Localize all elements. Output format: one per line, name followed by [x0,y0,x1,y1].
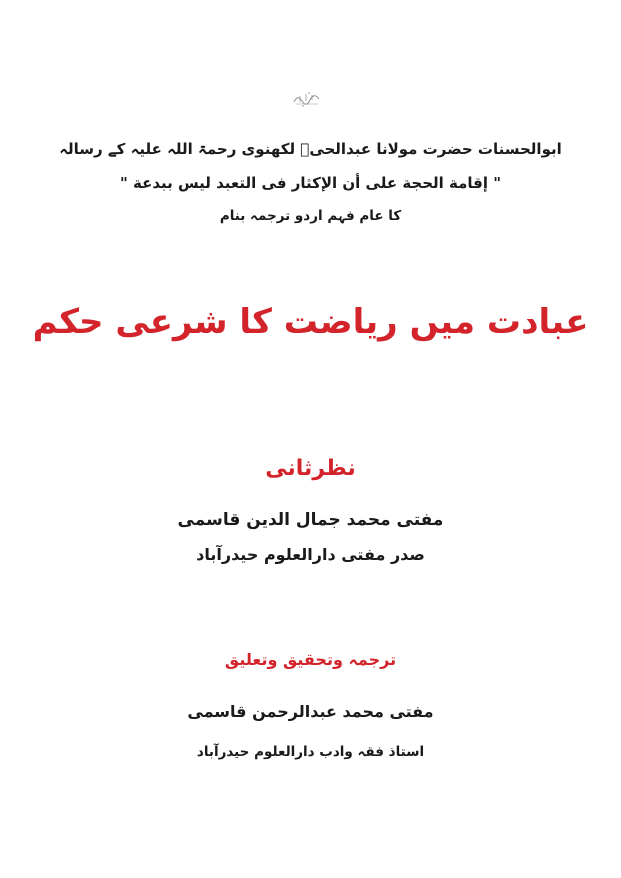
review-heading: نظرثانی [265,456,356,481]
translation-heading: ترجمہ وتحقیق وتعلیق [224,650,397,669]
reviewer-position: صدر مفتی دارالعلوم حیدرآباد [196,545,425,564]
book-title: عبادت میں ریاضت کا شرعی حکم [32,302,589,342]
source-treatise-intro: ابوالحسنات حضرت مولانا عبدالحیؒ لکھنوی رحمۃ اللہ علیہ کے رسالہ [59,140,562,158]
bismillah-calligraphy-icon [292,90,322,108]
translation-note: کا عام فہم اردو ترجمہ بنام [219,208,402,224]
translator-position: استاذ فقہ وادب دارالعلوم حیدرآباد [196,744,425,760]
reviewer-name: مفتی محمد جمال الدین قاسمی [177,510,444,530]
arabic-treatise-title: " إقامة الحجة على أن الإكثار فى التعبد ليس ببدعة " [119,174,502,192]
translator-name: مفتی محمد عبدالرحمن قاسمی [187,702,434,721]
